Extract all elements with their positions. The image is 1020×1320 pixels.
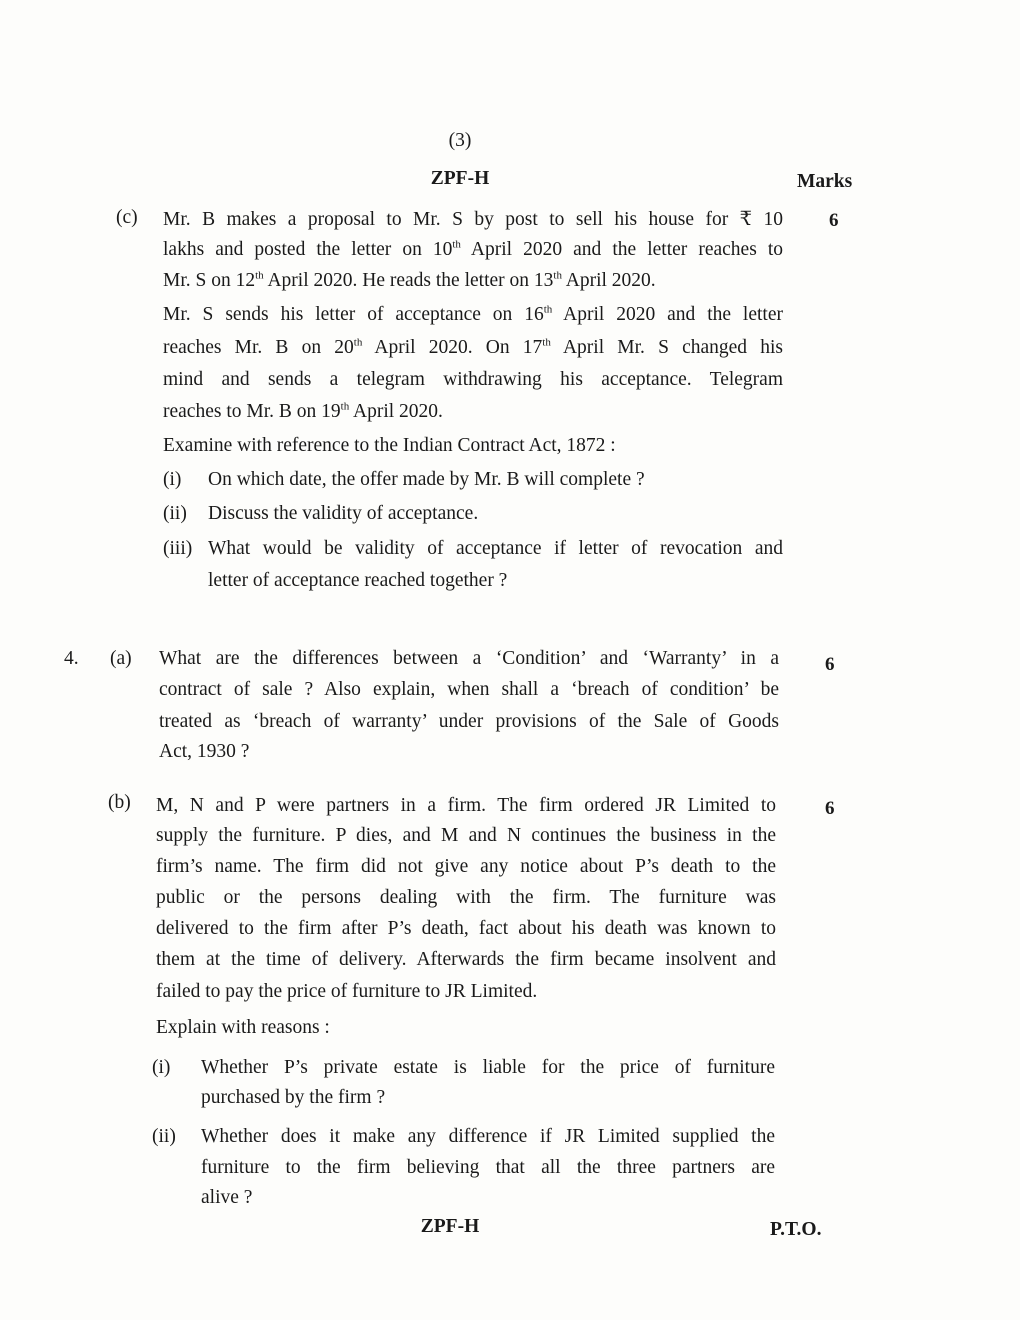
q4b-line-2: supply the furniture. P dies, and M and N continues the business in the [156,825,776,846]
q3c-line-8: Examine with reference to the Indian Contract Act, 1872 : [163,435,616,456]
q4b-sub-ii-line-3: alive ? [201,1187,253,1208]
q4b-line-6: them at the time of delivery. Afterwards the firm became insolvent and [156,949,776,970]
q4a-line-1: What are the differences between a ‘Condition’ and ‘Warranty’ in a [159,648,779,669]
q4a-label: (a) [110,648,132,669]
q4-number: 4. [64,648,79,669]
q3c-sub-ii-text: Discuss the validity of acceptance. [208,503,479,524]
q4b-line-5: delivered to the firm after P’s death, fact about his death was known to [156,918,776,939]
q4b-sub-i-line-2: purchased by the firm ? [201,1087,386,1108]
q3c-line-7: reaches to Mr. B on 19th April 2020. [163,400,443,422]
q3c-sub-iii-cont: letter of acceptance reached together ? [208,570,508,591]
q4b-sub-ii-line-2: furniture to the firm believing that all the three partners are [201,1157,775,1178]
q3c-line-3: Mr. S on 12th April 2020. He reads the letter on 13th April 2020. [163,269,656,291]
q4b-sub-i-line-1: Whether P’s private estate is liable for the price of furniture [201,1057,775,1078]
q4b-line-7: failed to pay the price of furniture to JR Limited. [156,981,538,1002]
q3c-sub-iii-text: What would be validity of acceptance if letter of revocation and [208,538,783,559]
q3c-line-1: Mr. B makes a proposal to Mr. S by post to sell his house for ₹ 10 [163,209,783,230]
q3c-line-4: Mr. S sends his letter of acceptance on 16th April 2020 and the letter [163,303,783,325]
marks-heading: Marks [797,171,853,192]
pto-label: P.T.O. [770,1219,822,1240]
q3c-sub-i-label: (i) [163,469,182,490]
q4a-line-4: Act, 1930 ? [159,741,250,762]
q4b-sub-ii-label: (ii) [152,1126,176,1147]
q3c-label: (c) [116,207,138,228]
paper-code-header: ZPF-H [430,168,490,189]
q4b-line-1: M, N and P were partners in a firm. The firm ordered JR Limited to [156,795,776,816]
q4b-marks: 6 [825,798,835,819]
q4b-line-3: firm’s name. The firm did not give any notice about P’s death to the [156,856,776,877]
q4a-marks: 6 [825,654,835,675]
q3c-sub-ii-label: (ii) [163,503,187,524]
q4b-line-4: public or the persons dealing with the firm. The furniture was [156,887,776,908]
q4b-intro: Explain with reasons : [156,1017,330,1038]
q3c-line-5: reaches Mr. B on 20th April 2020. On 17th April Mr. S changed his [163,336,783,358]
paper-code-footer: ZPF-H [420,1216,480,1237]
q4a-line-3: treated as ‘breach of warranty’ under provisions of the Sale of Goods [159,711,779,732]
q3c-line-6: mind and sends a telegram withdrawing his acceptance. Telegram [163,369,783,390]
q4b-sub-i-label: (i) [152,1057,171,1078]
page-number: (3) [448,130,472,151]
q3c-sub-i-text: On which date, the offer made by Mr. B will complete ? [208,469,645,490]
q3c-line-2: lakhs and posted the letter on 10th April 2020 and the letter reaches to [163,238,783,260]
q4b-sub-ii-line-1: Whether does it make any difference if JR Limited supplied the [201,1126,775,1147]
q3c-sub-iii-label: (iii) [163,538,193,559]
q3c-marks: 6 [829,210,839,231]
q4a-line-2: contract of sale ? Also explain, when shall a ‘breach of condition’ be [159,679,779,700]
q4b-label: (b) [108,792,131,813]
